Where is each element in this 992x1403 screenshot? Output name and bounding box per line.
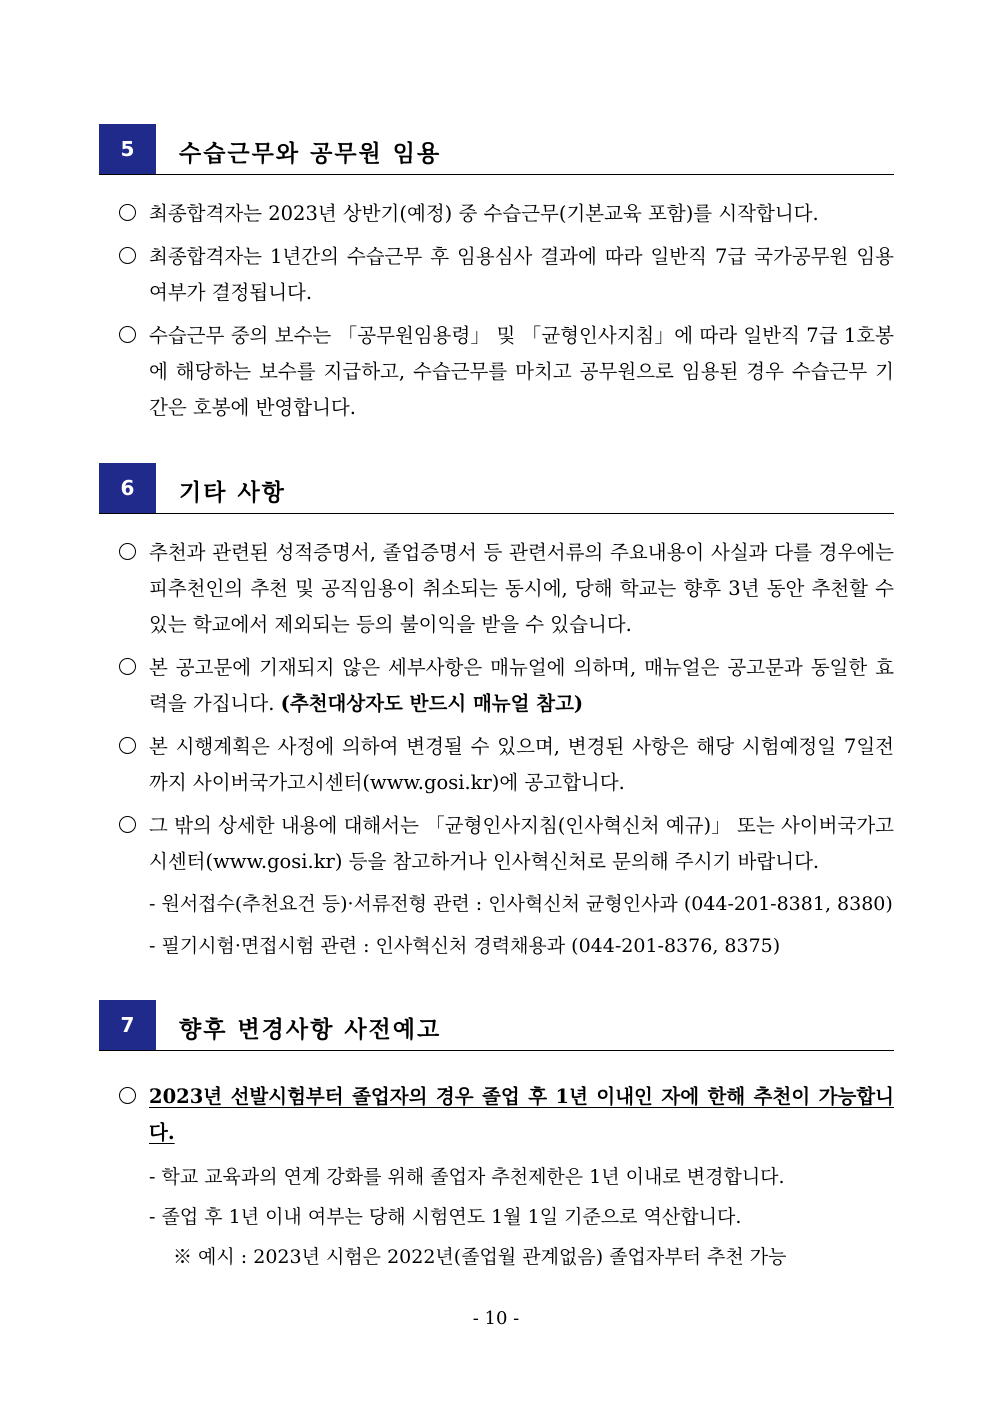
section-5-bullets [99, 196, 894, 426]
manual-reference-note: (추천대상자도 반드시 매뉴얼 참고) [280, 692, 584, 715]
section-6-bullets [99, 535, 894, 964]
circle-bullet-icon [119, 1087, 136, 1104]
section-7-title: 향후 변경사항 사전예고 [179, 1017, 442, 1043]
circle-bullet-icon [119, 204, 136, 221]
section-5-number: 5 [99, 124, 156, 174]
list-item [99, 1079, 894, 1151]
section-6-title: 기타 사항 [179, 480, 286, 506]
list-item: 수습근무 중의 보수는 「공무원임용령」 및 「균형인사지침」에 따라 일반직 7급 1호봉에 해당하는 보수를 지급하고, 수습근무를 마치고 공무원으로 임용된 경우 수습근무 기간은 호봉에 반영합니다. [99, 318, 894, 426]
list-item: - 졸업 후 1년 이내 여부는 당해 시험연도 1월 1일 기준으로 역산합니다. [149, 1206, 742, 1228]
circle-bullet-icon [119, 326, 136, 343]
contact-line: - 필기시험·면접시험 관련 : 인사혁신처 경력채용과 (044-201-8376, 8375) [149, 935, 781, 957]
section-6-header [99, 463, 894, 514]
list-item: 본 시행계획은 사정에 의하여 변경될 수 있으며, 변경된 사항은 해당 시험예정일 7일전까지 사이버국가고시센터(www.gosi.kr)에 공고합니다. [99, 729, 894, 801]
list-item: 최종합격자는 2023년 상반기(예정) 중 수습근무(기본교육 포함)를 시작합니다. [99, 196, 894, 232]
list-item: - 학교 교육과의 연계 강화를 위해 졸업자 추천제한은 1년 이내로 변경합니다. [149, 1166, 785, 1188]
section-5 [99, 124, 894, 426]
list-item: 본 공고문에 기재되지 않은 세부사항은 매뉴얼에 의하며, 매뉴얼은 공고문과 동일한 효력을 가집니다. (추천대상자도 반드시 매뉴얼 참고) [99, 650, 894, 722]
circle-bullet-icon [119, 247, 136, 264]
list-item: 추천과 관련된 성적증명서, 졸업증명서 등 관련서류의 주요내용이 사실과 다를 경우에는 피추천인의 추천 및 공직임용이 취소되는 동시에, 당해 학교는 향후 3년 동안 추천할 수 있는 학교에서 제외되는 등의 불이익을 받을 수 있습니다. [99, 535, 894, 643]
circle-bullet-icon [119, 543, 136, 560]
page-number: - 10 - [472, 1308, 520, 1329]
section-7 [99, 1000, 894, 1275]
section-6-number: 6 [99, 463, 156, 513]
notice-highlight: 2023년 선발시험부터 졸업자의 경우 졸업 후 1년 이내인 자에 한해 추천이 가능합니다. [149, 1085, 894, 1144]
circle-bullet-icon [119, 658, 136, 675]
section-5-header [99, 124, 894, 175]
list-item: 그 밖의 상세한 내용에 대해서는 「균형인사지침(인사혁신처 예규)」 또는 사이버국가고시센터(www.gosi.kr) 등을 참고하거나 인사혁신처로 문의해 주시기 바랍니다. [99, 808, 894, 880]
section-7-bullets [99, 1079, 894, 1275]
section-7-number: 7 [99, 1000, 156, 1050]
list-item: 최종합격자는 1년간의 수습근무 후 임용심사 결과에 따라 일반직 7급 국가공무원 임용 여부가 결정됩니다. [99, 239, 894, 311]
section-6 [99, 463, 894, 964]
circle-bullet-icon [119, 816, 136, 833]
section-7-header [99, 1000, 894, 1051]
contact-line: - 원서접수(추천요건 등)·서류전형 관련 : 인사혁신처 균형인사과 (044-201-8381, 8380) [149, 893, 893, 915]
section-5-title: 수습근무와 공무원 임용 [179, 141, 442, 167]
example-note: ※ 예시 : 2023년 시험은 2022년(졸업월 관계없음) 졸업자부터 추천 가능 [173, 1246, 787, 1268]
circle-bullet-icon [119, 737, 136, 754]
